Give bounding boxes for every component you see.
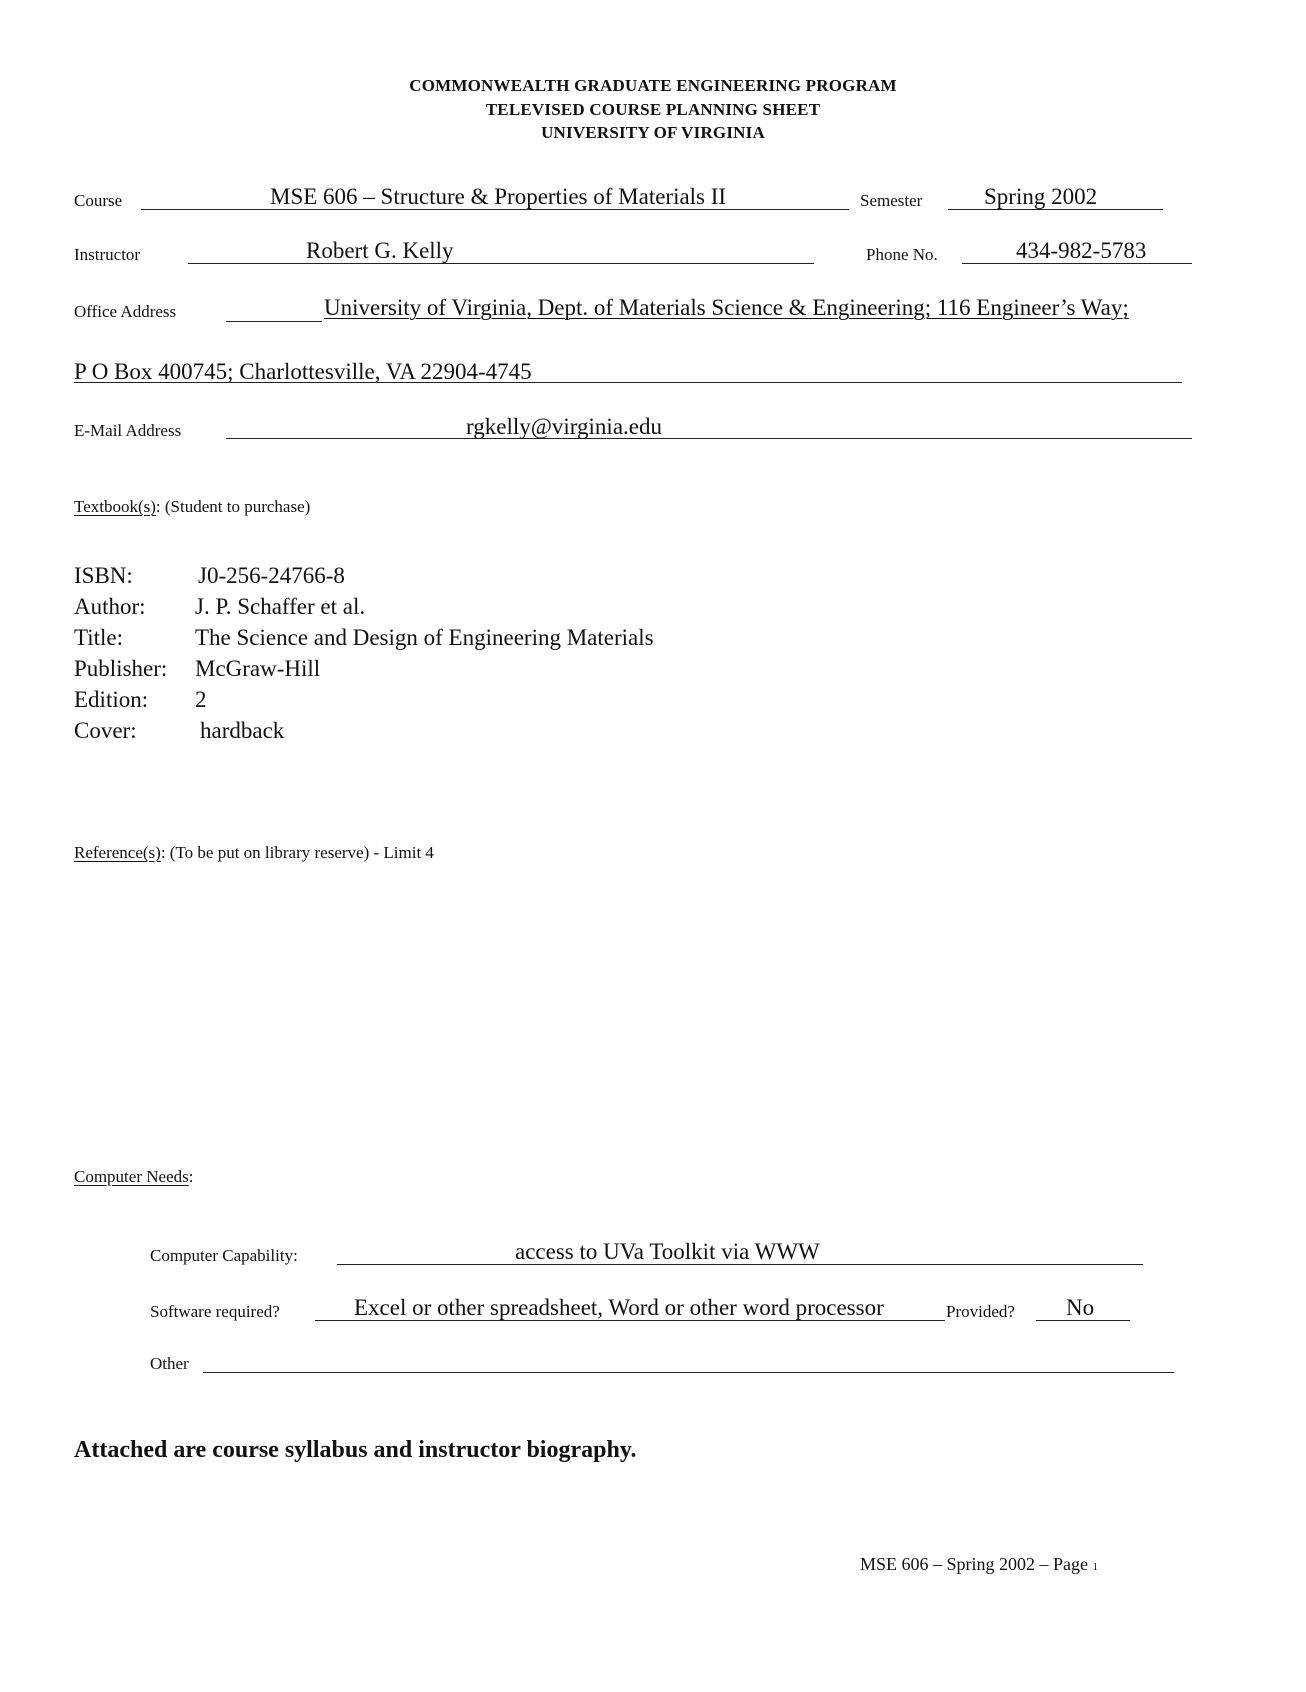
author-value: J. P. Schaffer et al. xyxy=(195,594,366,619)
references-note: : (To be put on library reserve) - Limit 4 xyxy=(160,843,434,862)
provided-value: No xyxy=(1066,1295,1095,1320)
other-label: Other xyxy=(150,1354,189,1373)
publisher-value: McGraw-Hill xyxy=(195,656,321,681)
office-address-line-2: P O Box 400745; Charlottesville, VA 22904-4745 xyxy=(74,359,532,384)
instructor-value: Robert G. Kelly xyxy=(306,238,454,263)
semester-label: Semester xyxy=(860,191,923,210)
title-key: Title: xyxy=(74,625,124,650)
email-underline xyxy=(226,438,1192,439)
course-label: Course xyxy=(74,191,123,210)
edition-value: 2 xyxy=(195,687,207,712)
footer-page-number: 1 xyxy=(1092,1561,1099,1573)
edition-key: Edition: xyxy=(74,687,149,712)
title-value: The Science and Design of Engineering Materials xyxy=(195,625,654,650)
isbn-key: ISBN: xyxy=(74,563,133,588)
course-value: MSE 606 – Structure & Properties of Materials II xyxy=(270,184,727,209)
semester-value: Spring 2002 xyxy=(984,184,1098,209)
author-key: Author: xyxy=(74,594,146,619)
instructor-label: Instructor xyxy=(74,245,141,264)
email-label: E-Mail Address xyxy=(74,421,182,440)
provided-label: Provided? xyxy=(946,1302,1015,1321)
header-line-1: COMMONWEALTH GRADUATE ENGINEERING PROGRAM xyxy=(409,76,897,95)
page-footer xyxy=(860,1554,1098,1575)
software-required-value: Excel or other spreadsheet, Word or other word processor xyxy=(354,1295,884,1320)
office-address-line-1: University of Virginia, Dept. of Materials Science & Engineering; 116 Engineer’s Way; xyxy=(324,295,1129,320)
textbooks-note: : (Student to purchase) xyxy=(155,497,311,516)
computer-capability-label: Computer Capability: xyxy=(150,1246,298,1265)
references-heading xyxy=(74,843,434,863)
other-underline xyxy=(203,1372,1174,1373)
computer-needs-heading xyxy=(74,1167,193,1187)
cover-value: hardback xyxy=(200,718,285,743)
attached-note: Attached are course syllabus and instructor biography. xyxy=(74,1437,637,1463)
isbn-value: J0-256-24766-8 xyxy=(198,563,345,588)
computer-capability-value: access to UVa Toolkit via WWW xyxy=(515,1239,820,1264)
textbooks-heading xyxy=(74,497,310,517)
footer-text: MSE 606 – Spring 2002 – Page xyxy=(860,1554,1089,1574)
office-address-line-2-underline xyxy=(74,382,1182,383)
header-line-3: UNIVERSITY OF VIRGINIA xyxy=(541,123,765,142)
office-address-underline-lead xyxy=(226,321,322,322)
instructor-underline xyxy=(188,263,814,264)
phone-value: 434-982-5783 xyxy=(1016,238,1147,263)
office-address-label: Office Address xyxy=(74,302,177,321)
email-value: rgkelly@virginia.edu xyxy=(466,414,662,439)
publisher-key: Publisher: xyxy=(74,656,168,681)
cover-key: Cover: xyxy=(74,718,137,743)
computer-needs-heading-text: Computer Needs xyxy=(74,1167,189,1186)
computer-needs-colon: : xyxy=(188,1167,194,1186)
references-heading-text: Reference(s) xyxy=(74,843,161,862)
textbooks-heading-text: Textbook(s) xyxy=(74,497,156,516)
phone-label: Phone No. xyxy=(866,245,938,264)
header-line-2: TELEVISED COURSE PLANNING SHEET xyxy=(485,100,821,119)
software-required-label: Software required? xyxy=(150,1302,280,1321)
